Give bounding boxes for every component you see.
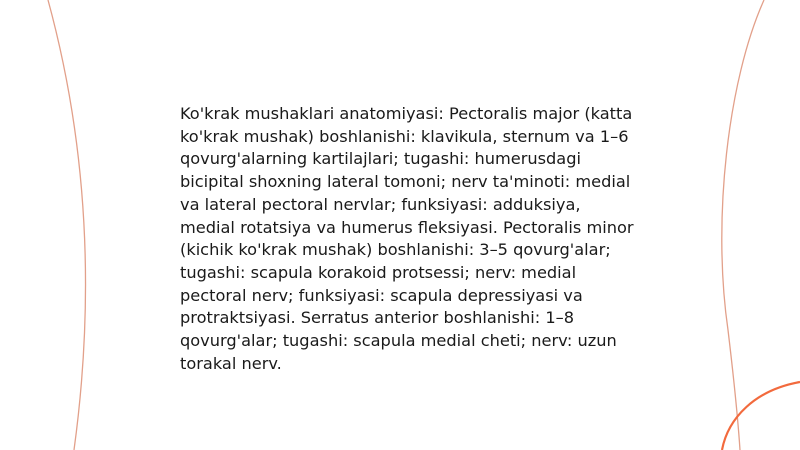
right-curve [722,0,764,450]
slide-body-text: Ko'krak mushaklari anatomiyasi: Pectoralis major (katta ko'krak mushak) boshlanishi: klavikula, sternum va 1–6 qovurg'alarning kartilajlari; tugashi: humerusdagi bicipital shoxning lateral tomoni; nerv ta'minoti: medial va lateral pectoral nervlar; funksiyasi: adduksiya, medial rotatsiya va humerus fleksiyasi. Pectoralis minor (kichik ko'krak mushak) boshlanishi: 3–5 qovurg'alar; tugashi: scapula korakoid protsessi; nerv: medial pectoral nerv; funksiyasi: scapula depressiyasi va protraktsiyasi. Serratus anterior boshlanishi: 1–8 qovurg'alar; tugashi: scapula medial cheti; nerv: uzun torakal nerv. [180,104,634,373]
accent-arc [722,382,800,450]
left-curve [48,0,86,450]
